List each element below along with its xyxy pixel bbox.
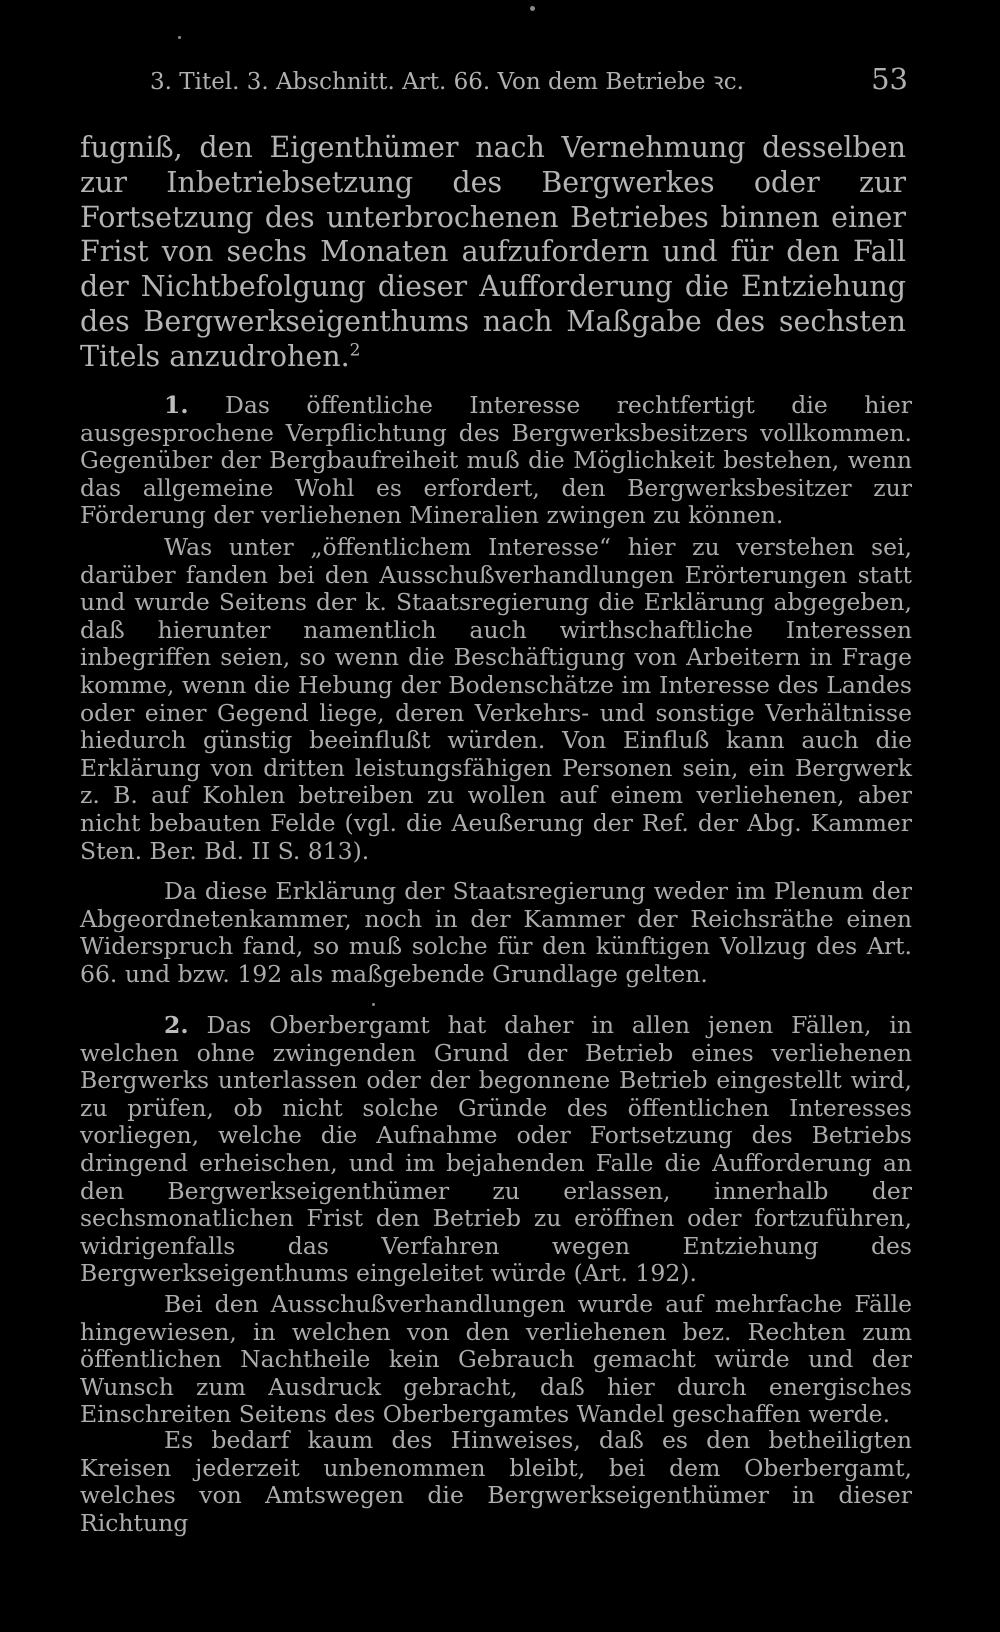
- note-number: 1.: [164, 391, 189, 419]
- note-paragraph: [80, 1012, 912, 1288]
- note-text: Das öffentliche Interesse rechtfertigt die hier ausgesprochene Verpflichtung des Bergwerksbesitzers vollkommen. Gegenüber der Bergbaufreiheit muß die Möglichkeit bestehen, wenn das allgemeine Wohl es erfordert, den Bergwerksbesitzer zur Förderung der verliehenen Mineralien zwingen zu können.: [80, 391, 912, 530]
- note-number: 2.: [164, 1011, 189, 1039]
- note-text: Was unter „öffentlichem Interesse“ hier zu verstehen sei, darüber fanden bei den Ausschußverhandlungen Erörterungen statt und wurde Seitens der k. Staatsregierung die Erklärung abgegeben, daß hierunter namentlich auch wirthschaftliche Interessen inbegriffen seien, so wenn die Beschäftigung von Arbeitern in Frage komme, wenn die Hebung der Bodenschätze im Interesse des Landes oder einer Gegend liege, deren Verkehrs- und sonstige Verhältnisse hiedurch günstig beeinflußt würden. Von Einfluß kann auch die Erklärung von dritten leistungsfähigen Personen sein, ein Bergwerk z. B. auf Kohlen betreiben zu wollen auf einem verliehenen, aber nicht bebauten Felde (vgl. die Aeußerung der Ref. der Abg. Kammer Sten. Ber. Bd. II S. 813).: [80, 533, 912, 865]
- main-paragraph: [80, 131, 906, 375]
- note-paragraph: [80, 1291, 912, 1429]
- ink-speck: [178, 36, 181, 39]
- main-text: fugniß, den Eigenthümer nach Vernehmung desselben zur Inbetriebsetzung des Bergwerkes oder zur Fortsetzung des unterbrochenen Betriebes binnen einer Frist von sechs Monaten aufzufordern und für den Fall der Nichtbefolgung dieser Aufforderung die Entziehung des Bergwerkseigenthums nach Maßgabe des sechsten Titels anzudrohen.: [80, 131, 906, 373]
- note-paragraph: [80, 1427, 912, 1537]
- note-text: Da diese Erklärung der Staatsregierung weder im Plenum der Abgeordnetenkammer, noch in der Kammer der Reichsräthe einen Widerspruch fand, so muß solche für den künftigen Vollzug des Art. 66. und bzw. 192 als maßgebende Grundlage gelten.: [80, 877, 912, 988]
- ink-speck: [372, 1003, 375, 1006]
- ink-speck: [530, 6, 535, 11]
- note-text: Das Oberbergamt hat daher in allen jenen Fällen, in welchen ohne zwingenden Grund der Betrieb eines verliehenen Bergwerks unterlassen oder der begonnene Betrieb eingestellt wird, zu prüfen, ob nicht solche Gründe des öffentlichen Interesses vorliegen, welche die Aufnahme oder Fortsetzung des Betriebs dringend erheischen, und im bejahenden Falle die Aufforderung an den Bergwerkseigenthümer zu erlassen, innerhalb der sechsmonatlichen Frist den Betrieb zu eröffnen oder fortzuführen, widrigenfalls das Verfahren wegen Entziehung des Bergwerkseigenthums eingeleitet würde (Art. 192).: [80, 1011, 912, 1288]
- running-header: [150, 62, 908, 102]
- note-text: Es bedarf kaum des Hinweises, daß es den betheiligten Kreisen jederzeit unbenommen bleibt, bei dem Oberbergamt, welches von Amtswegen die Bergwerkseigenthümer in dieser Richtung: [80, 1426, 912, 1537]
- page-number: 53: [871, 62, 908, 96]
- note-text: Bei den Ausschußverhandlungen wurde auf mehrfache Fälle hingewiesen, in welchen von den verliehenen bez. Rechten zum öffentlichen Nachtheile kein Gebrauch gemacht würde und der Wunsch zum Ausdruck gebracht, daß hier durch energisches Einschreiten Seitens des Oberbergamtes Wandel geschaffen werde.: [80, 1290, 912, 1429]
- running-title: 3. Titel. 3. Abschnitt. Art. 66. Von dem Betriebe ꝛc.: [150, 69, 744, 95]
- note-paragraph: [80, 392, 912, 530]
- footnote-marker: 2: [349, 340, 361, 361]
- note-paragraph: [80, 534, 912, 865]
- note-paragraph: [80, 878, 912, 988]
